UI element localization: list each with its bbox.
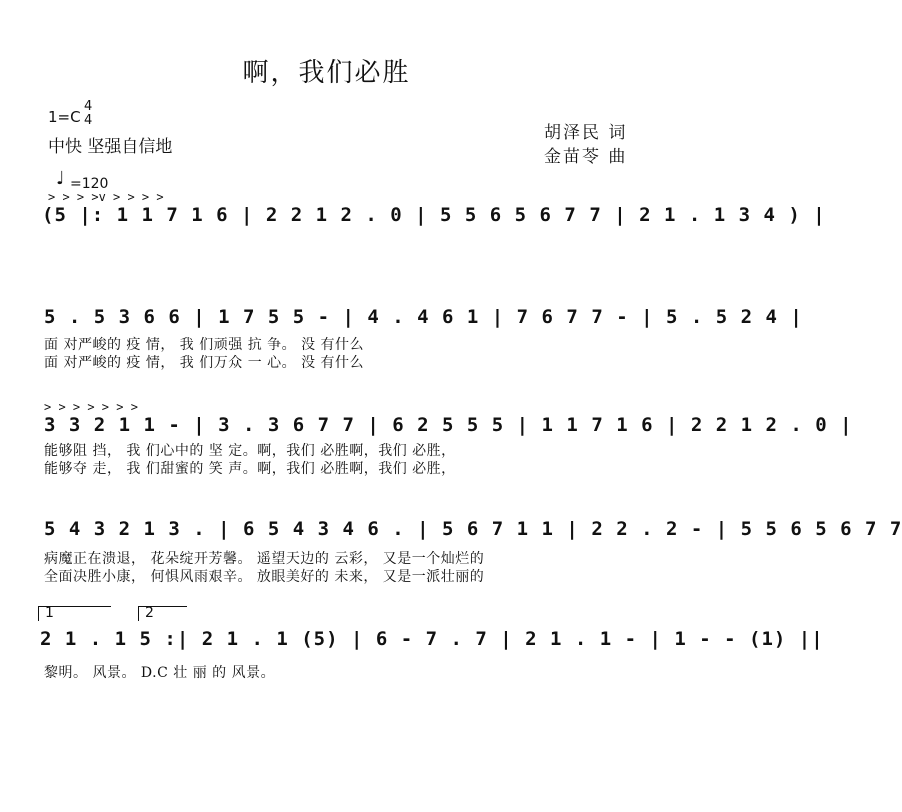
lyric-line: 能够夺 走， 我 们甜蜜的 笑 声。啊，我们 必胜啊，我们 必胜，: [44, 461, 456, 477]
volta-bracket-1: [38, 606, 111, 621]
time-signature-bottom: 4: [84, 113, 93, 128]
lyric-line: 全面决胜小康， 何惧风雨艰辛。 放眼美好的 未来， 又是一派壮丽的: [44, 569, 485, 585]
lyricist-credit: 胡泽民 词: [544, 123, 628, 143]
tempo-marking: 中快 坚强自信地: [48, 137, 173, 157]
time-signature: [84, 100, 92, 128]
lyric-line: 黎明。 风景。 D.C 壮 丽 的 风景。: [44, 665, 276, 681]
notation-line: 5 . 5 3 6 6 | 1 7 5 5 - | 4 . 4 6 1 | 7 6 7 7 - | 5 . 5 2 4 |: [44, 306, 803, 328]
key-signature: 1=C: [48, 108, 81, 126]
quarter-note-icon: ♩: [56, 168, 65, 189]
song-title: 啊，我们必胜: [242, 58, 411, 88]
notation-line: 5 4 3 2 1 3 . | 6 5 4 3 4 6 . | 5 6 7 1 1 | 2 2 . 2 - | 5 5 6 5 6 7 7: [44, 518, 902, 540]
notation-line: (5 |: 1 1 7 1 6 | 2 2 1 2 . 0 | 5 5 6 5 6 7 7 | 2 1 . 1 3 4 ) |: [42, 204, 826, 226]
volta-bracket-2: [138, 606, 187, 621]
lyric-line: 病魔正在溃退， 花朵绽开芳馨。 遥望天边的 云彩， 又是一个灿烂的: [44, 551, 485, 567]
accent-marks: > > > > > > >: [44, 400, 138, 414]
notation-line: 3 3 2 1 1 - | 3 . 3 6 7 7 | 6 2 5 5 5 | 1 1 7 1 6 | 2 2 1 2 . 0 |: [44, 414, 853, 436]
lyric-line: 面 对严峻的 疫 情， 我 们万众 一 心。 没 有什么: [44, 355, 365, 371]
volta-2-label: 2: [145, 605, 154, 621]
tempo-bpm: =120: [70, 176, 109, 192]
notation-line: 2 1 . 1 5 :| 2 1 . 1 (5) | 6 - 7 . 7 | 2 1 . 1 - | 1 - - (1) ||: [40, 628, 824, 650]
lyric-line: 能够阻 挡， 我 们心中的 坚 定。啊，我们 必胜啊，我们 必胜，: [44, 443, 456, 459]
time-signature-top: 4: [84, 99, 93, 114]
volta-1-label: 1: [45, 605, 54, 621]
composer-credit: 金苗苓 曲: [544, 147, 628, 167]
accent-marks: > > > >v > > > >: [48, 190, 164, 204]
lyric-line: 面 对严峻的 疫 情， 我 们顽强 抗 争。 没 有什么: [44, 337, 365, 353]
